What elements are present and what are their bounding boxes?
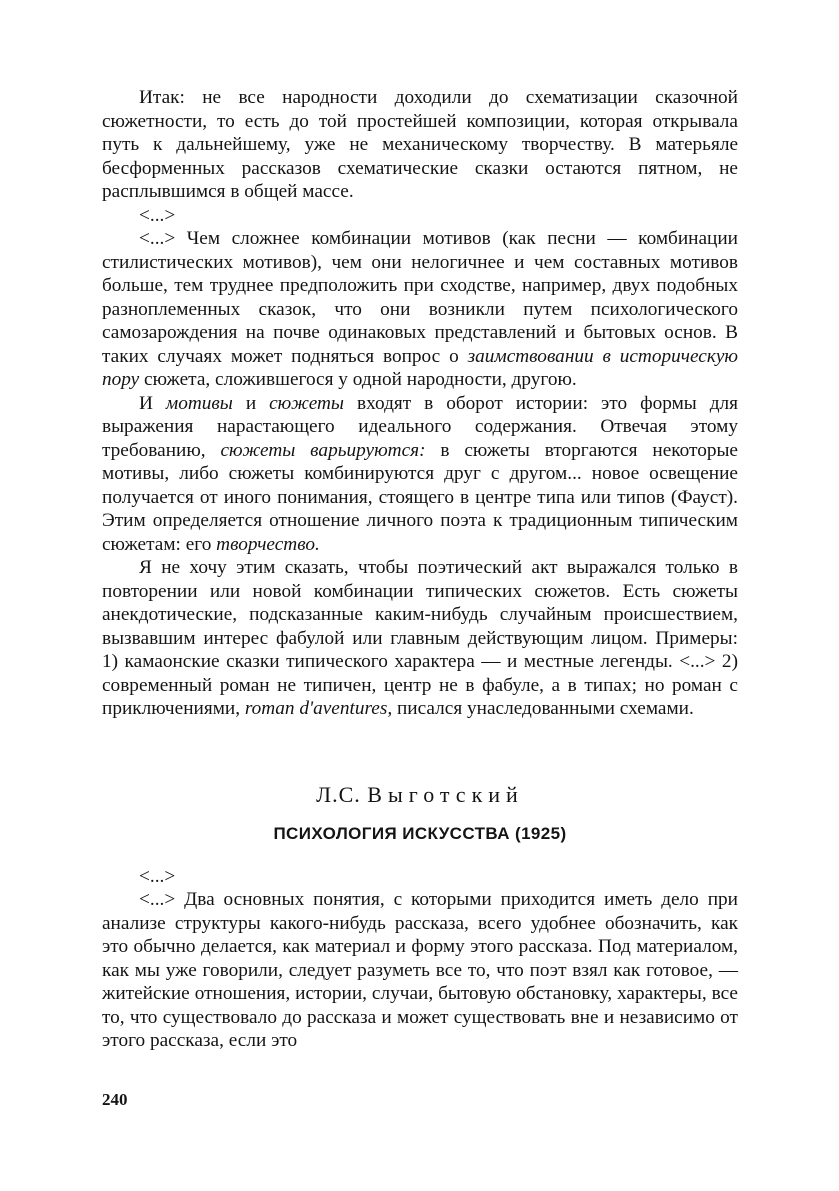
paragraph-4-text-start: Я не хочу этим сказать, чтобы поэтический акт выражался только в повторении или новой комбинации типических сюжетов. Есть сюжеты анекдотические, подсказанные каким-нибудь случайным происшествием, вызвавшим интерес фабулой или главным действующим лицом. Примеры: 1) камаонские сказки типического характера — и местные легенды. <...> 2) современный роман не типичен, центр не в фабуле, а в типах; но роман с приключениями, (102, 557, 738, 719)
paragraph-2 (102, 227, 738, 392)
page-number: 240 (102, 1090, 128, 1109)
paragraph-3-emphasis-2: сюжеты (269, 392, 344, 414)
section-author (102, 781, 738, 809)
paragraph-3-text-a: И (139, 392, 166, 414)
paragraph-1-text: Итак: не все народности доходили до схематизации сказочной сюжетности, то есть до той простейшей композиции, которая открывала путь к дальнейшему, уже не механическому творчеству. В матерьяле бесформенных рассказов схематические сказки остаются пятном, не расплывшимся в общей массе. (102, 87, 738, 202)
paragraph-4-emphasis: roman d'aventures, (244, 698, 393, 719)
paragraph-3-emphasis-1: мотивы (165, 392, 233, 414)
section-title: ПСИХОЛОГИЯ ИСКУССТВА (1925) (273, 823, 567, 843)
paragraph-3-emphasis-4: творчество. (216, 533, 320, 555)
author-surname: Выготский (367, 781, 524, 807)
paragraph-2-emphasis: заимствовании в историческую пору (102, 345, 739, 390)
paragraph-3-text-b: и (232, 392, 270, 414)
paragraph-4-text-end: писался унаследованными схемами. (392, 698, 694, 719)
paragraph-2-text-end: сюжета, сложившегося у одной народности, другою. (139, 369, 577, 390)
paragraph-3-text-d: в сюжеты вторгаются некоторые мотивы, либо сюжеты комбинируются друг с другом... новое освещение получается от иного понимания, стоящего в центре типа или типов (Фауст). Этим определяется отношение личного поэта к традиционным типическим сюжетам: его (102, 439, 738, 555)
paragraph-3-text-c: входят в оборот истории: это формы для выражения нарастающего идеального содержания. Отвечая этому требованию, (102, 392, 738, 461)
paragraph-5 (102, 888, 738, 1053)
paragraph-5-text: <...> Два основных понятия, с которыми приходится иметь дело при анализе структуры какого-нибудь рассказа, всего удобнее обозначить, как это обычно делается, как материал и форму этого рассказа. Под материалом, как мы уже говорили, следует разуметь все то, что поэт взял как готовое, — житейские отношения, истории, случаи, бытовую обстановку, характеры, все то, что существовало до рассказа и может существовать вне и независимо от этого рассказа, если это (102, 889, 738, 1051)
paragraph-3-emphasis-3: сюжеты варьируются: (220, 439, 426, 461)
omission-marker-2-text: <...> (139, 865, 176, 887)
omission-marker-2 (102, 865, 738, 889)
omission-marker-text: <...> (139, 204, 176, 226)
paragraph-3 (102, 392, 738, 557)
paragraph-1 (102, 86, 738, 204)
author-initials: Л.С. (316, 781, 361, 807)
page-body (102, 86, 738, 1053)
paragraph-4 (102, 556, 738, 721)
paragraph-2-text-start: <...> Чем сложнее комбинации мотивов (как песни — комбинации стилистических мотивов), чем они нелогичнее и чем составных мотивов больше, тем труднее предположить при сходстве, например, двух подобных разноплеменных сказок, что они возникли путем психологического самозарождения на почве одинаковых представлений и бытовых основ. В таких случаях может подняться вопрос о (102, 228, 738, 367)
omission-marker (102, 204, 738, 228)
